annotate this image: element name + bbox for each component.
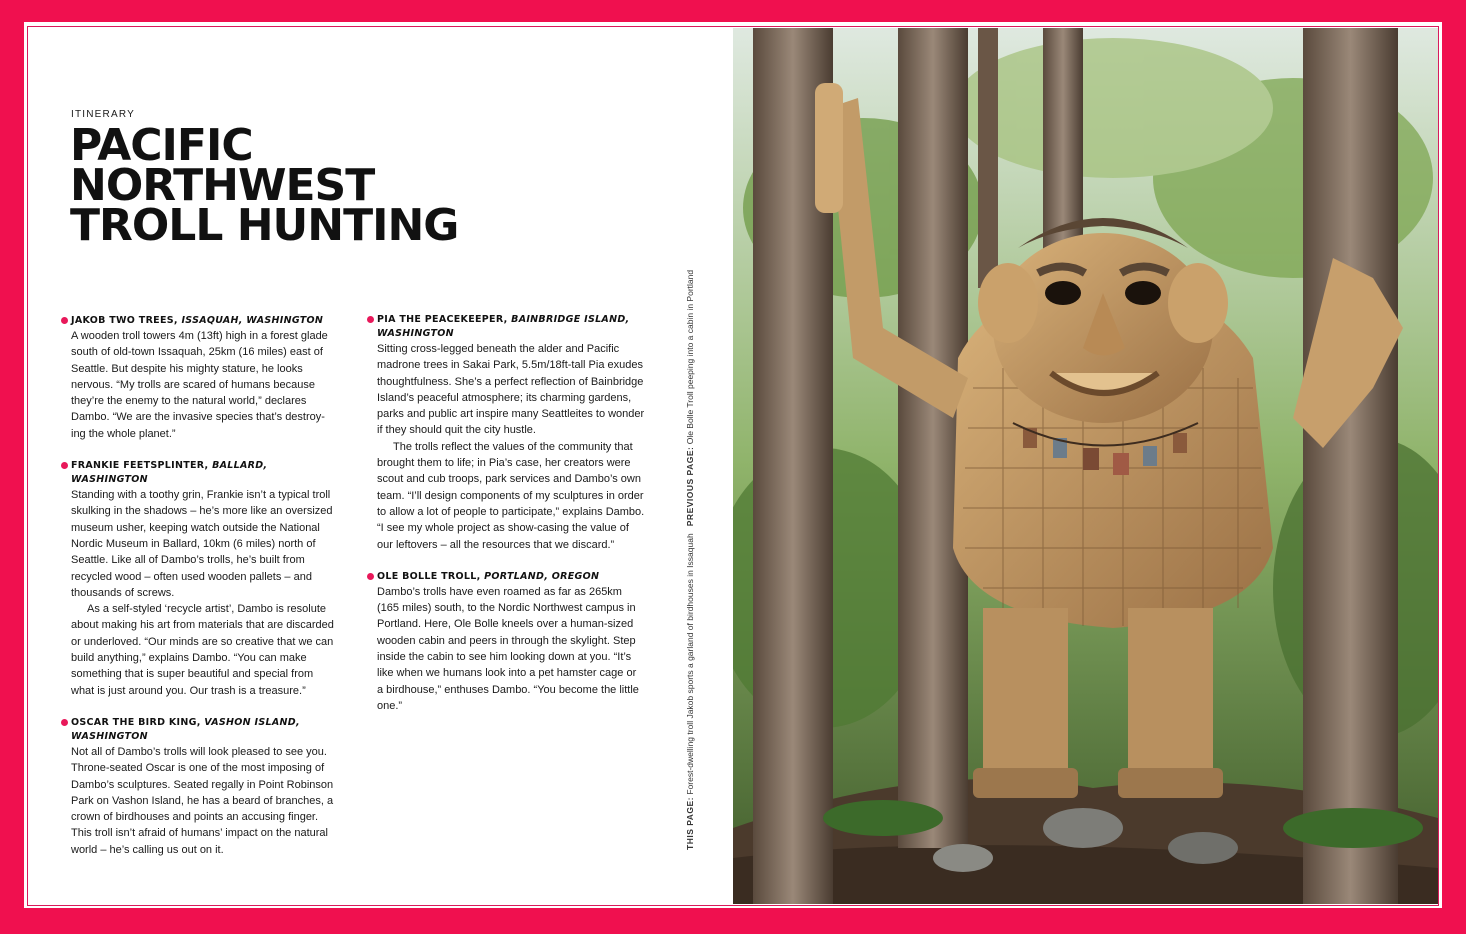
entry-ole-bolle xyxy=(367,570,645,714)
troll-photo xyxy=(733,28,1438,904)
caption-prev-label: PREVIOUS PAGE: xyxy=(685,446,695,527)
troll-location: PORTLAND, OREGON xyxy=(484,570,600,582)
entry-jakob xyxy=(61,314,339,442)
photo-caption xyxy=(685,180,699,850)
forest-troll-illustration xyxy=(733,28,1438,904)
entry-oscar xyxy=(61,716,339,858)
entry-frankie xyxy=(61,459,339,699)
troll-name: OSCAR THE BIRD KING, xyxy=(71,716,201,728)
bullet-dot xyxy=(61,462,68,469)
troll-location: ISSAQUAH, WASHINGTON xyxy=(181,315,324,326)
section-label: ITINERARY xyxy=(71,109,135,120)
troll-location: VASHON ISLAND, WASHINGTON xyxy=(71,716,300,742)
entry-paragraph: The trolls reflect the values of the community that brought them to life; in Pia’s case, her creators were scout and cub troops, park services and Dambo’s own team. “I’ll design components of my sculptures in order to allow a lot of people to participate,” explains Dambo. “I see my whole project as show-casing the value of our leftovers – all the resources that we discard.” xyxy=(377,440,645,551)
troll-location: BALLARD, WASHINGTON xyxy=(71,460,268,486)
troll-name: FRANKIE FEETSPLINTER, xyxy=(71,460,209,472)
title-line-1: PACIFIC xyxy=(70,120,253,171)
entry-paragraph: As a self-styled ‘recycle artist’, Dambo is resolute about making his art from materials that are discarded or underloved. “Our minds are so creative that we can build anything,” explains Dambo. “You can make something that is super beautiful and special from what is just around you. Our trash is a treasure.” xyxy=(71,603,334,697)
troll-name: PIA THE PEACEKEEPER, xyxy=(377,314,508,325)
entry-paragraph: Sitting cross-legged beneath the alder and Pacific madrone trees in Sakai Park, 5.5m/18ft-tall Pia exudes thoughtfulness. She’s a perfect reflection of Bainbridge Island’s peaceful atmosphere; its charming gardens, parks and public art inspire many Seattleites to wonder if they should quit the city hustle. xyxy=(377,343,645,437)
troll-name: JAKOB TWO TREES, xyxy=(71,315,178,326)
entry-heading xyxy=(61,314,339,328)
troll-location: BAINBRIDGE ISLAND, WASHINGTON xyxy=(377,314,630,339)
entry-heading xyxy=(61,459,339,487)
entry-heading xyxy=(61,716,339,744)
caption-this-label: THIS PAGE: xyxy=(685,796,695,850)
entry-heading xyxy=(367,313,645,341)
entry-paragraph: A wooden troll towers 4m (13ft) high in a forest glade south of old-town Issaquah, 25km (16 miles) east of Seattle. But despite his mighty stature, he looks nervous. “My trolls are scared of humans because they’re the enemy to the natural world,” declares Dambo. “We are the invasive species that’s destroy-ing the whole planet.” xyxy=(71,330,328,440)
title-line-3: TROLL HUNTING xyxy=(70,200,459,251)
bullet-dot xyxy=(367,573,374,580)
title-line-2: NORTHWEST xyxy=(70,160,375,211)
bullet-dot xyxy=(61,719,68,726)
caption-prev-text: Ole Bolle Troll peeping into a cabin in Portland xyxy=(685,269,695,445)
entry-paragraph: Dambo’s trolls have even roamed as far as 265km (165 miles) south, to the Nordic Northwest campus in Portland. Here, Ole Bolle kneels over a human-sized wooden cabin and peers in through the skylight. Step inside the cabin to see him looking down at you. “It’s like when we humans look into a pet hamster cage or a birdhouse,” enthuses Dambo. “You become the little one.” xyxy=(377,585,639,712)
entry-paragraph: Standing with a toothy grin, Frankie isn’t a typical troll skulking in the shadows – he’s more like an oversized museum usher, keeping watch outside the National Nordic Museum in Ballard, 10km (6 miles) north of Seattle. Like all of Dambo’s trolls, he’s built from recycled wood – often used wooden pallets – and thousands of screws. xyxy=(71,489,333,599)
text-column-left xyxy=(61,314,339,875)
text-column-right xyxy=(367,313,645,731)
entry-pia xyxy=(367,313,645,553)
bullet-dot xyxy=(61,317,68,324)
page-title xyxy=(70,120,490,251)
bullet-dot xyxy=(367,316,374,323)
caption-this-text: Forest-dwelling troll Jakob sports a garland of birdhouses in Issaquah xyxy=(685,533,695,795)
entry-paragraph: Not all of Dambo’s trolls will look pleased to see you. Throne-seated Oscar is one of the most imposing of Dambo’s sculptures. Seated regally in Point Robinson Park on Vashon Island, he has a beard of branches, a crown of birdhouses and points an accusing finger. This troll isn’t afraid of humans’ impact on the natural world – he’s calling us out on it. xyxy=(71,745,334,856)
troll-name: OLE BOLLE TROLL, xyxy=(377,570,481,582)
entry-heading xyxy=(367,570,645,584)
